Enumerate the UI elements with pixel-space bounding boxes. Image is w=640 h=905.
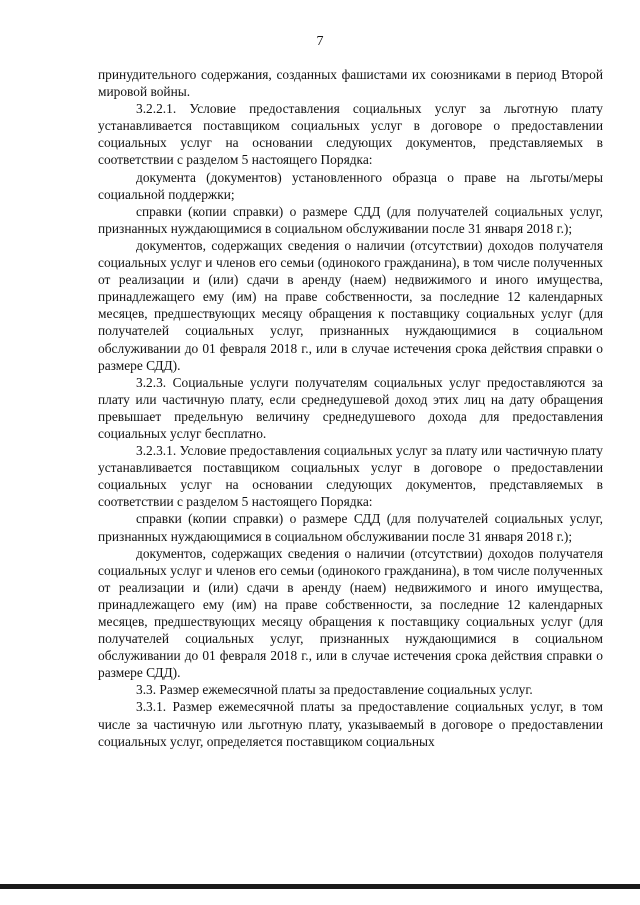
paragraph-sdd-certificate-2: справки (копии справки) о размере СДД (для получателей социальных услуг, признанных нуждающимися в социальном обслуживании после 31 января 2018 г.); xyxy=(98,511,603,544)
scan-bottom-edge xyxy=(0,884,640,889)
paragraph-3-2-3: 3.2.3. Социальные услуги получателям социальных услуг предоставляются за плату или частичную плату, если среднедушевой доход этих лиц на дату обращения превышает предельную величину среднедушевого дохода для предоставления социальных услуг бесплатно. xyxy=(98,374,603,441)
paragraph-benefit-document: документа (документов) установленного образца о праве на льготы/меры социальной поддержки; xyxy=(98,169,603,202)
paragraph-sdd-certificate: справки (копии справки) о размере СДД (для получателей социальных услуг, признанных нуждающимися в социальном обслуживании после 31 января 2018 г.); xyxy=(98,203,603,236)
document-body xyxy=(98,66,603,750)
paragraph-3-3: 3.3. Размер ежемесячной платы за предоставление социальных услуг. xyxy=(136,682,533,698)
paragraph-3-2-2-1: 3.2.2.1. Условие предоставления социальных услуг за льготную плату устанавливается поставщиком социальных услуг в договоре о предоставлении социальных услуг на основании следующих документов, представляемых в соответствии с разделом 5 настоящего Порядка: xyxy=(98,101,603,168)
paragraph-3-3-1: 3.3.1. Размер ежемесячной платы за предоставление социальных услуг, в том числе за частичную или льготную плату, указываемый в договоре о предоставлении социальных услуг, определяется поставщиком социальных xyxy=(98,699,603,749)
paragraph-continuation: принудительного содержания, созданных фашистами их союзниками в период Второй мировой войны. xyxy=(98,67,603,100)
paragraph-income-documents-2: документов, содержащих сведения о наличии (отсутствии) доходов получателя социальных услуг и членов его семьи (одинокого гражданина), в том числе полученных от реализации и (или) сдачи в аренду (наем) недвижимого и иного имущества, принадлежащего ему (им) на праве собственности, за последние 12 календарных месяцев, предшествующих месяцу обращения к поставщику социальных услуг (для получателей социальных услуг, признанных нуждающимися в социальном обслуживании до 01 февраля 2018 г., или в случае истечения срока действия справки о размере СДД). xyxy=(98,545,603,681)
paragraph-3-2-3-1: 3.2.3.1. Условие предоставления социальных услуг за плату или частичную плату устанавливается поставщиком социальных услуг в договоре о предоставлении социальных услуг на основании следующих документов, представляемых в соответствии с разделом 5 настоящего Порядка: xyxy=(98,443,603,510)
page-number: 7 xyxy=(316,34,324,49)
paragraph-income-documents: документов, содержащих сведения о наличии (отсутствии) доходов получателя социальных услуг и членов его семьи (одинокого гражданина), в том числе полученных от реализации и (или) сдачи в аренду (наем) недвижимого и иного имущества, принадлежащего ему (им) на праве собственности, за последние 12 календарных месяцев, предшествующих месяцу обращения к поставщику социальных услуг (для получателей социальных услуг, признанных нуждающимися в социальном обслуживании до 01 февраля 2018 г., или в случае истечения срока действия справки о размере СДД). xyxy=(98,237,603,373)
